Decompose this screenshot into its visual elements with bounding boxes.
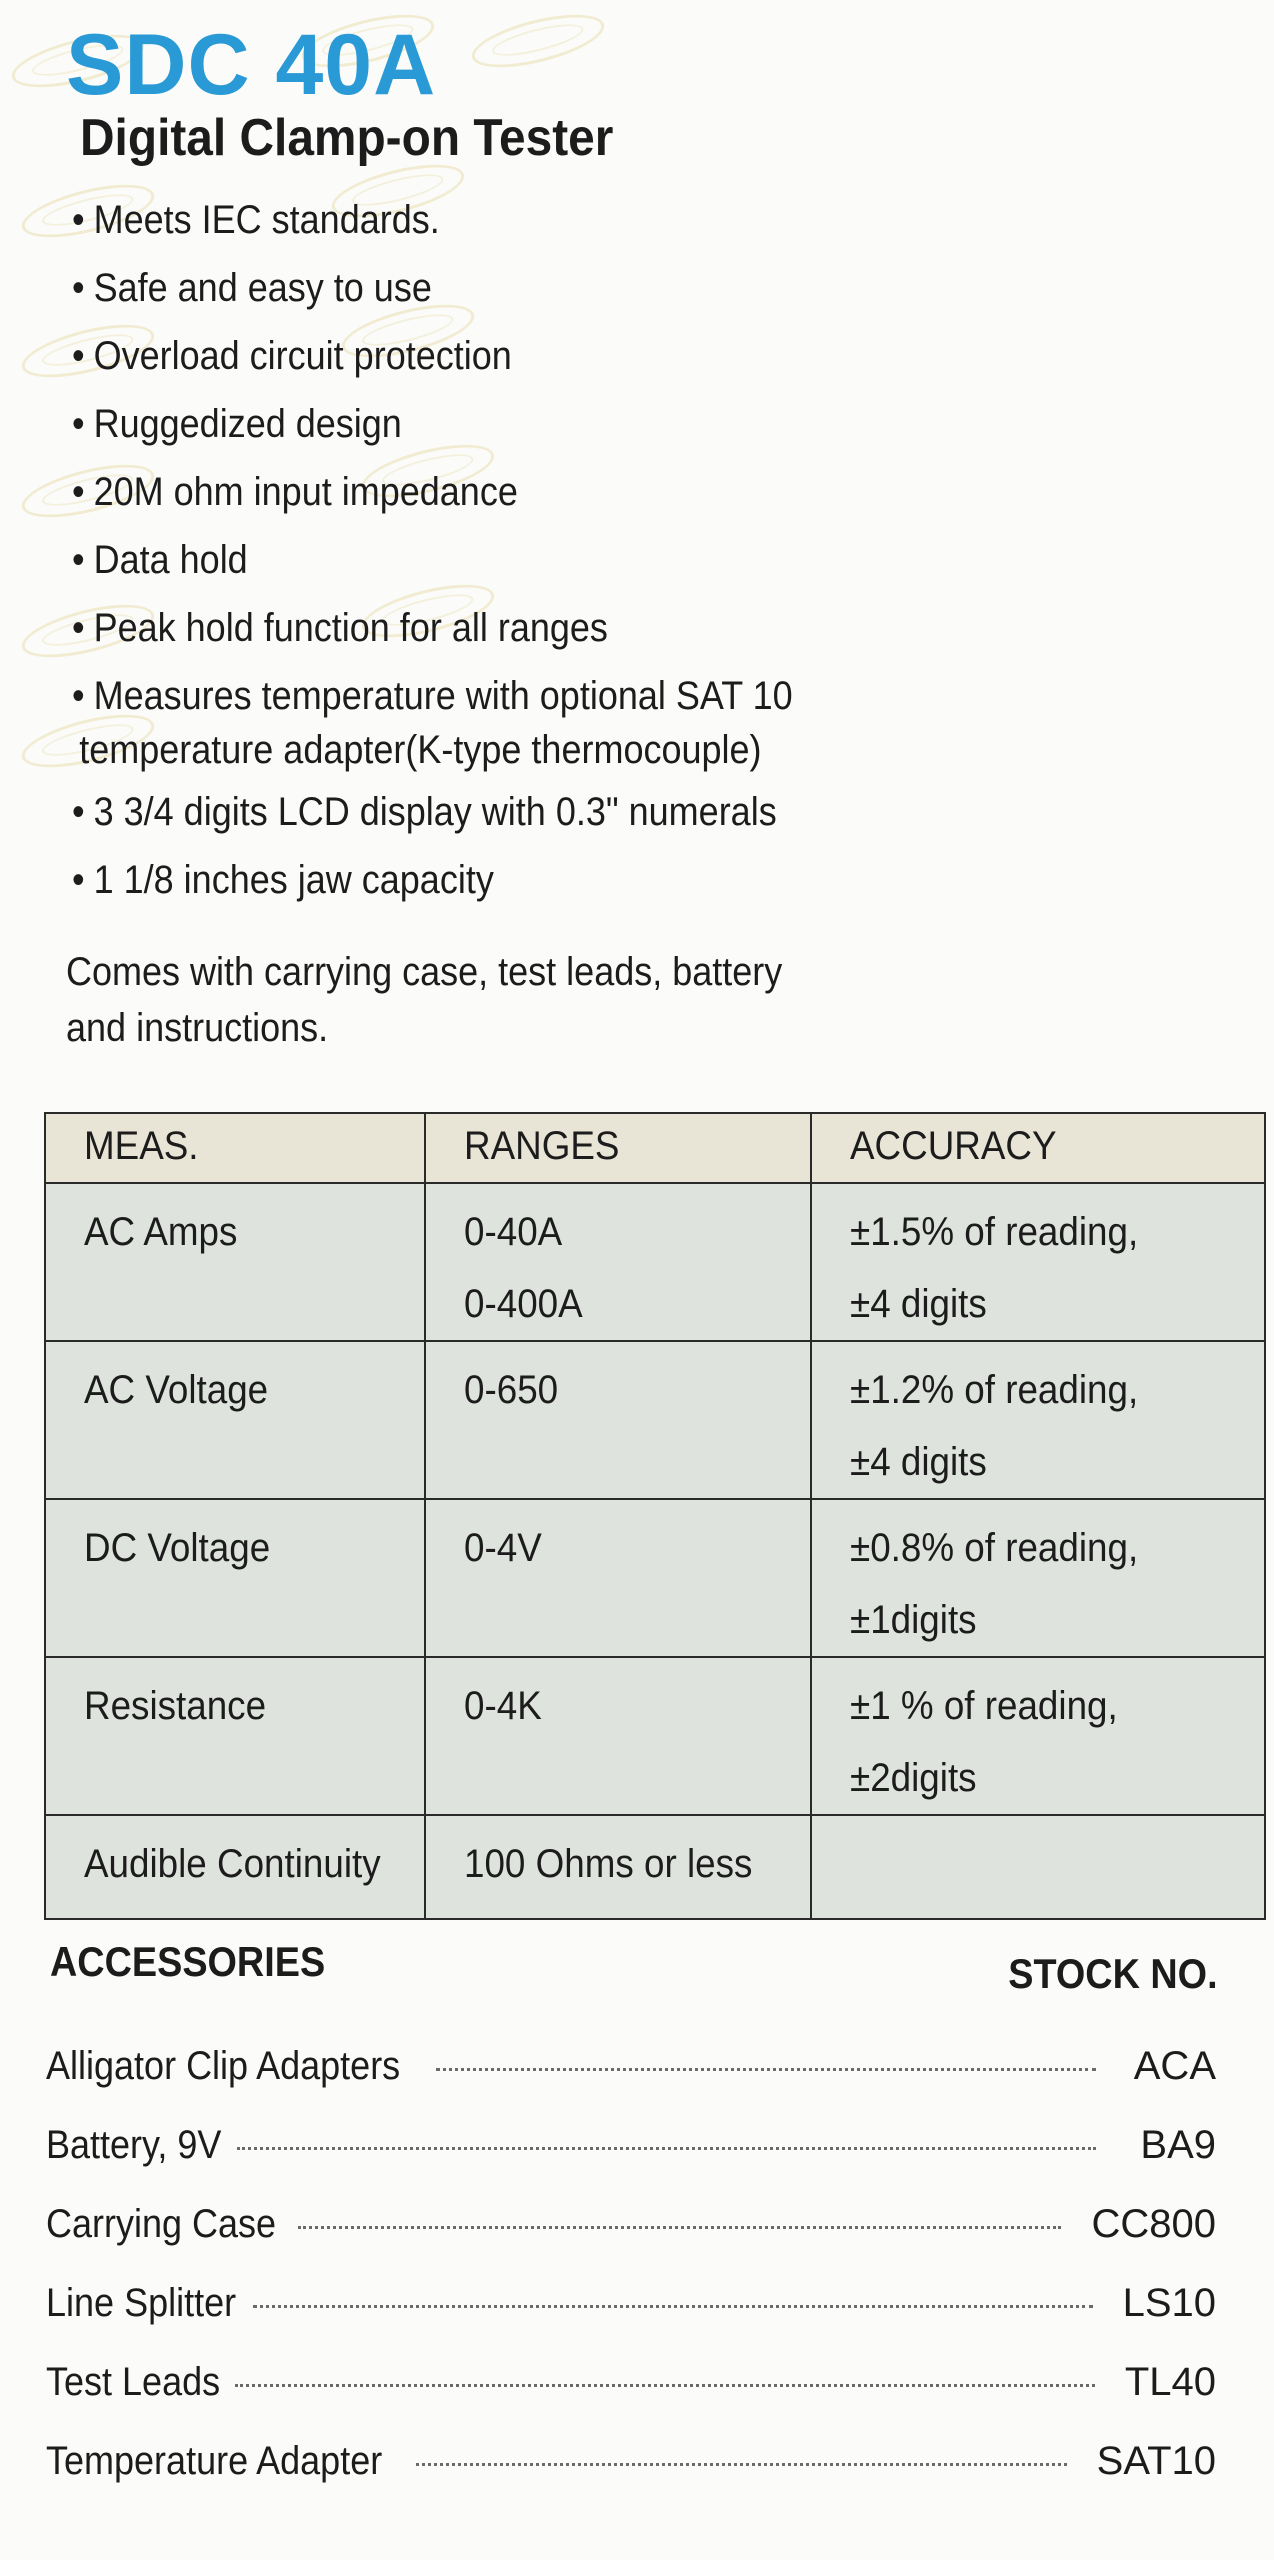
feature-item [72,594,882,662]
table-row [45,1815,1265,1919]
header-text: RANGES [464,1124,620,1168]
accuracy-cell [811,1183,1265,1341]
list-item [46,2281,1216,2360]
accessory-name: Line Splitter [46,2281,237,2325]
feature-item [72,458,882,526]
stock-number-heading: STOCK NO. [1008,1950,1218,1997]
cell-text: 0-4K [464,1684,542,1728]
dot-leader [237,2147,1096,2150]
cell-text: Resistance [84,1684,267,1728]
feature-list [72,186,882,914]
accessory-name: Battery, 9V [46,2123,222,2167]
feature-text: 20M ohm input impedance [93,470,518,514]
feature-text-continued: temperature adapter(K-type thermocouple) [79,728,762,772]
ranges-cell [425,1341,811,1499]
dot-leader [416,2463,1067,2466]
dot-leader [436,2068,1096,2071]
accuracy-cell [811,1499,1265,1657]
bullet-icon: • [72,538,85,582]
cell-text: ±4 digits [850,1440,987,1484]
feature-item [72,662,882,778]
table-header-row [45,1113,1265,1183]
accuracy-cell [811,1657,1265,1815]
cell-text: 0-650 [464,1368,559,1412]
accessory-name: Carrying Case [46,2202,277,2246]
meas-cell [45,1657,425,1815]
accessory-name: Alligator Clip Adapters [46,2044,401,2088]
bullet-icon: • [72,198,85,242]
cell-text: ±1.5% of reading, [850,1210,1139,1254]
feature-item [72,186,882,254]
list-item [46,2044,1216,2123]
included-items-line: and instructions. [66,1006,329,1050]
bullet-icon: • [72,470,85,514]
ranges-cell [425,1183,811,1341]
feature-text: Peak hold function for all ranges [93,606,608,650]
list-item [46,2202,1216,2281]
meas-cell [45,1341,425,1499]
ranges-cell [425,1499,811,1657]
cell-text: 0-40A [464,1210,563,1254]
column-header-meas [45,1113,425,1183]
feature-text: Meets IEC standards. [93,198,440,242]
feature-item [72,778,882,846]
cell-text: 0-4V [464,1526,542,1570]
included-items-note [66,944,876,1056]
specifications-table [44,1112,1266,1920]
accessories-heading: ACCESSORIES [50,1938,326,1985]
header-text: ACCURACY [850,1124,1057,1168]
accessories-list [46,2044,1216,2518]
meas-cell [45,1499,425,1657]
column-header-ranges [425,1113,811,1183]
feature-item [72,322,882,390]
accessory-name: Temperature Adapter [46,2439,383,2483]
bullet-icon: • [72,266,85,310]
meas-cell [45,1815,425,1919]
dot-leader [235,2384,1094,2387]
cell-text: ±1 % of reading, [850,1684,1118,1728]
ranges-cell [425,1815,811,1919]
cell-text: 0-400A [464,1282,583,1326]
table-row [45,1341,1265,1499]
stock-number: CC800 [1091,2202,1216,2246]
dot-leader [298,2226,1062,2229]
meas-cell [45,1183,425,1341]
included-items-line: Comes with carrying case, test leads, battery [66,950,783,994]
cell-text: AC Amps [84,1210,238,1254]
feature-text: Safe and easy to use [93,266,432,310]
cell-text: ±1.2% of reading, [850,1368,1139,1412]
column-header-accuracy [811,1113,1265,1183]
list-item [46,2439,1216,2518]
feature-text: Data hold [93,538,248,582]
bullet-icon: • [72,402,85,446]
feature-text: Measures temperature with optional SAT 10 [93,674,793,718]
cell-text: ±4 digits [850,1282,987,1326]
feature-text: Ruggedized design [93,402,402,446]
stock-number: TL40 [1124,2360,1216,2404]
feature-item [72,526,882,594]
accessory-name: Test Leads [46,2360,221,2404]
cell-text: Audible Continuity [84,1842,381,1886]
cell-text: ±0.8% of reading, [850,1526,1139,1570]
dot-leader [253,2305,1092,2308]
bullet-icon: • [72,606,85,650]
table-row [45,1657,1265,1815]
bullet-icon: • [72,858,85,902]
accuracy-cell [811,1815,1265,1919]
cell-text: AC Voltage [84,1368,269,1412]
feature-item [72,390,882,458]
feature-item [72,254,882,322]
cell-text: ±1digits [850,1598,977,1642]
table-row [45,1499,1265,1657]
model-number: SDC 40A [66,17,437,113]
list-item [46,2123,1216,2202]
list-item [46,2360,1216,2439]
feature-text-line [72,662,882,730]
stock-number: SAT10 [1096,2439,1216,2483]
table-row [45,1183,1265,1341]
watermark-logo [467,4,609,78]
cell-text: 100 Ohms or less [464,1842,753,1886]
stock-number: BA9 [1140,2123,1216,2167]
stock-number: ACA [1133,2044,1216,2088]
feature-text: Overload circuit protection [93,334,512,378]
cell-text: ±2digits [850,1756,977,1800]
header-text: MEAS. [84,1124,199,1168]
accuracy-cell [811,1341,1265,1499]
ranges-cell [425,1657,811,1815]
stock-number: LS10 [1122,2281,1216,2325]
feature-item [72,846,882,914]
cell-text: DC Voltage [84,1526,271,1570]
bullet-icon: • [72,334,85,378]
bullet-icon: • [72,674,85,718]
feature-text: 1 1/8 inches jaw capacity [93,858,494,902]
product-title: Digital Clamp-on Tester [80,109,614,167]
bullet-icon: • [72,790,85,834]
feature-text: 3 3/4 digits LCD display with 0.3" numerals [93,790,777,834]
